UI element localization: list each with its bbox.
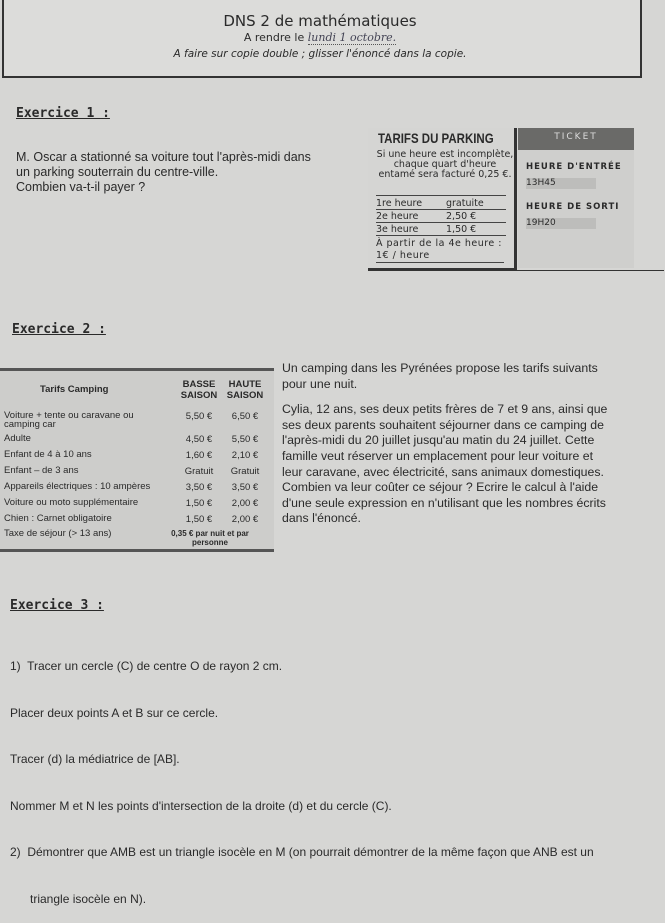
parking-row: 1re heure gratuite (376, 198, 506, 210)
text-line: l'après-midi du 20 juillet jusqu'au matin du 24 juillet. Cette (282, 433, 595, 448)
text-line: 1) Tracer un cercle (C) de centre O de rayon 2 cm. (10, 659, 283, 673)
table-row: Adulte 4,50 € 5,50 € (4, 433, 259, 445)
entry-value: 13H45 (526, 178, 596, 189)
text-line: M. Oscar a stationné sa voiture tout l'après-midi dans (16, 150, 311, 164)
text-line: triangle isocèle en N). (10, 891, 147, 906)
text-line: leur caravane, avec électricité, sans animaux domestiques. (282, 464, 604, 479)
table-row: Voiture + tente ou caravane ou camping car 5,50 € 6,50 € (4, 410, 259, 430)
text-line: Placer deux points A et B sur ce cercle. (10, 705, 219, 720)
text-line: d'une seule expression en n'utilisant que les nombres écrits (282, 495, 606, 510)
table-row: Enfant de 4 à 10 ans 1,60 € 2,10 € (4, 449, 259, 461)
text-line: Nommer M et N les points d'intersection de la droite (d) et du cercle (C). (10, 798, 392, 813)
instruction: A faire sur copie double ; glisser l'énoncé dans la copie. (173, 48, 467, 60)
text-line: 2) Démontrer que AMB est un triangle isocèle en M (on pourrait démontrer de la même façon que ANB est un (10, 845, 594, 859)
text-line: Un camping dans les Pyrénées propose les tarifs suivants (282, 361, 598, 375)
table-row: Voiture ou moto supplémentaire 1,50 € 2,00 € (4, 497, 259, 509)
ex1-text (16, 150, 311, 195)
text-line: dans l'énoncé. (282, 511, 361, 526)
ex3-text (10, 628, 594, 923)
parking-note: Si une heure est incomplète, chaque quart d'heure entamé sera facturé 0,25 €. (376, 149, 514, 180)
due-date (0, 31, 640, 44)
ex1-title: Exercice 1 : (16, 106, 110, 121)
exit-label: HEURE DE SORTI (526, 202, 620, 212)
text-line: Combien va leur coûter ce séjour ? Ecrire le calcul à l'aide (282, 480, 599, 495)
text-line: Tracer (d) la médiatrice de [AB]. (10, 752, 180, 766)
table-row: Enfant – de 3 ans Gratuit Gratuit (4, 465, 260, 477)
text-line: Cylia, 12 ans, ses deux petits frères de 7 et 9 ans, ainsi que (282, 402, 608, 417)
ticket-title: TICKET (518, 128, 634, 150)
ex3-title: Exercice 3 : (10, 598, 104, 613)
parking-row: 2e heure 2,50 € (376, 211, 506, 223)
table-header: Tarifs Camping BASSE SAISON HAUTE SAISON (40, 379, 264, 401)
text-line: un parking souterrain du centre-ville. (16, 165, 219, 179)
table-row: Taxe de séjour (> 13 ans) 0,35 € par nuit et par personne (4, 528, 249, 547)
ex2-text (282, 361, 607, 527)
ex2-title: Exercice 2 : (12, 322, 106, 337)
text-line: pour une nuit. (282, 376, 358, 391)
table-row: Appareils électriques : 10 ampères 3,50 € 3,50 € (4, 481, 259, 493)
parking-last: À partir de la 4e heure : 1€ / heure (376, 238, 502, 261)
due-label: A rendre le (243, 31, 305, 44)
parking-row: 3e heure 1,50 € (376, 224, 506, 236)
entry-label: HEURE D'ENTRÉE (526, 162, 622, 172)
parking-ticket (518, 128, 634, 268)
parking-title: TARIFS DU PARKING (378, 130, 494, 146)
text-line: Combien va-t-il payer ? (16, 180, 146, 194)
exit-value: 19H20 (526, 218, 596, 229)
parking-tariffs (368, 128, 517, 270)
text-line: ses deux parents souhaitent séjourner dans ce camping de (282, 417, 604, 432)
doc-title: DNS 2 de mathématiques (223, 12, 417, 30)
table-row: Chien : Carnet obligatoire 1,50 € 2,00 € (4, 513, 259, 525)
camping-table (0, 368, 274, 552)
text-line: famille veut réserver un emplacement pour leur voiture et (282, 448, 593, 463)
handwritten-date: lundi 1 octobre. (307, 31, 397, 44)
